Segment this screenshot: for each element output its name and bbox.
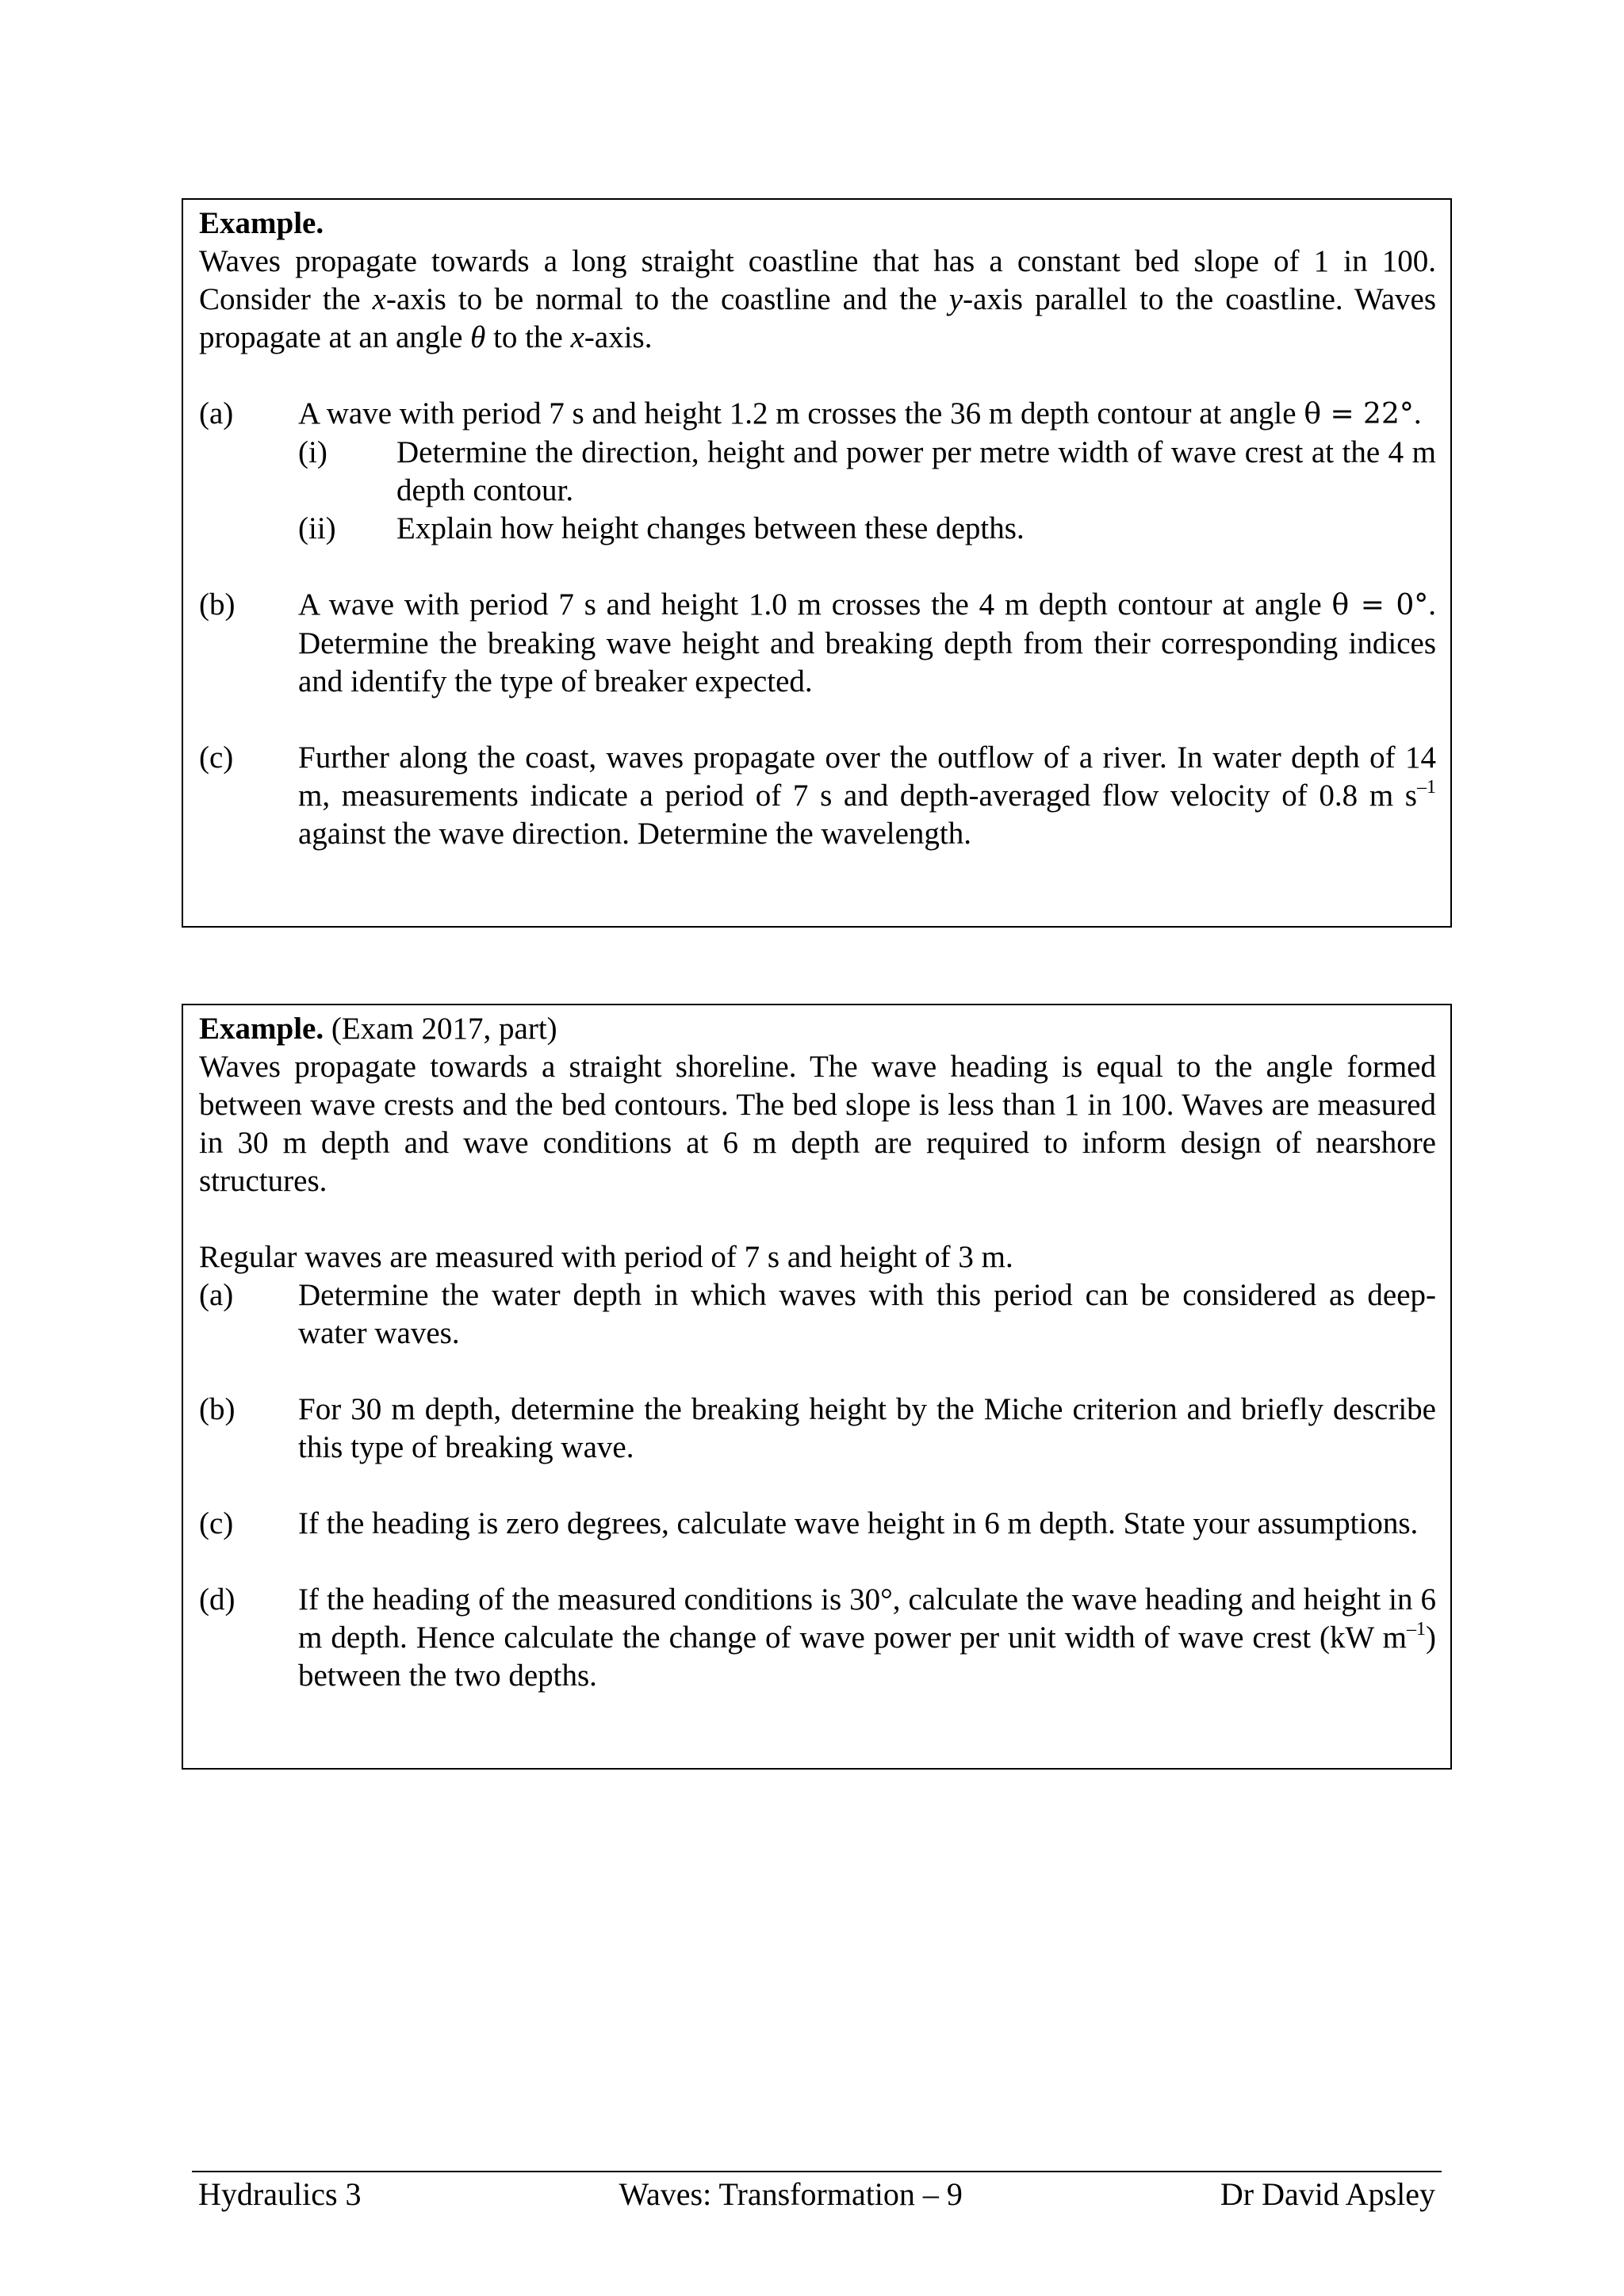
question-1a: (a) A wave with period 7 s and height 1.2 m crosses the 36 m depth contour at angle θ = 22°. (i) Determine the direction, height and power per metre width of wave crest at the 4 m depth contour. (ii) Explain how height changes between these depths. [199,395,1436,548]
footer-rule [192,2171,1442,2172]
question-1c: (c) Further along the coast, waves propagate over the outflow of a river. In water depth of 14 m, measurements indicate a period of 7 s and depth-averaged flow velocity of 0.8 m $s^{-1}$ against the wave direction. Determine the wavelength. [199,740,1436,851]
footer-title-page: Waves: Transformation – 9 [619,2176,963,2212]
example-box-1 [182,198,1452,928]
question-1a-i: (i) Determine the direction, height and power per metre width of wave crest at the 4 m depth contour. [298,435,1436,507]
example-2-given: Regular waves are measured with period of 7 s and height of 3 m. [199,1240,1013,1274]
angle-formula: θ = 22° [1304,398,1414,430]
footer-course: Hydraulics 3 [198,2176,362,2212]
angle-formula: θ = 0° [1331,589,1429,622]
footer-author: Dr David Apsley [1220,2176,1435,2212]
example-2-intro: Example. (Exam 2017, part) Waves propagate towards a straight shoreline. The wave heading is equal to the angle formed between wave crests and the bed contours. The bed slope is less than 1 in 100. Waves are measured in 30 m depth and wave conditions at 6 m depth are required to inform design of nearshore structures. [199,1012,1436,1198]
example-1-intro: Example. Waves propagate towards a long straight coastline that has a constant bed slope of 1 in 100. Consider the x-axis to be normal to the coastline and the y-axis parallel to the coastline. Waves propagate at an angle θ to the x-axis. [199,206,1437,354]
question-2c: (c) If the heading is zero degrees, calculate wave height in 6 m depth. State your assumptions. [199,1506,1419,1540]
page-footer [198,2174,1435,2215]
question-1a-ii: (ii) Explain how height changes between these depths. [298,511,1025,545]
question-1b: (b) A wave with period 7 s and height 1.0 m crosses the 4 m depth contour at angle θ = 0°. Determine the breaking wave height and breaking depth from their corresponding indices and identify the type of breaker expected. [199,587,1436,698]
question-2d: (d) If the heading of the measured conditions is 30°, calculate the wave heading and height in 6 m depth. Hence calculate the change of wave power per unit width of wave crest (kW $m^{-1}$) between the two depths. [199,1582,1436,1693]
question-2b: (b) For 30 m depth, determine the breaking height by the Miche criterion and briefly describe this type of breaking wave. [199,1392,1436,1464]
example-box-2 [182,1004,1452,1770]
example-2-heading: Example. [199,1012,324,1046]
example-1-heading: Example. [199,206,324,240]
question-2a: (a) Determine the water depth in which waves with this period can be considered as deep-water waves. [199,1278,1436,1350]
